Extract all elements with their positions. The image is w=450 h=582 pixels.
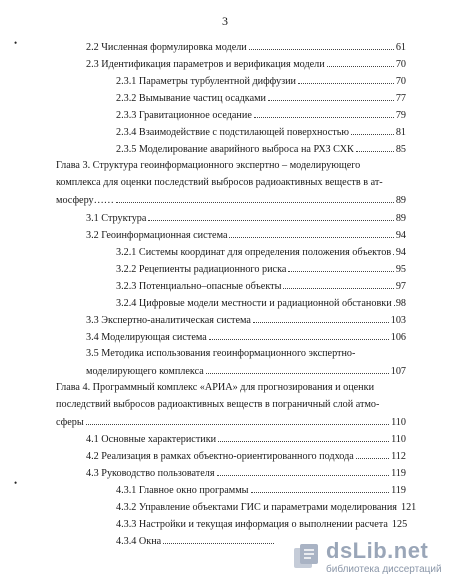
chapter-4-title-line: последствий выбросов радиоактивных веществ в пограничный слой атмо-	[56, 399, 380, 410]
toc-entry-label: 3.2.3 Потенциально–опасные объекты	[116, 281, 282, 292]
watermark-subtitle: библиотека диссертаций	[326, 564, 442, 575]
toc-entry-label: сферы	[56, 417, 84, 428]
toc-leader-dots	[356, 450, 389, 459]
toc-leader-dots	[327, 58, 394, 67]
toc-leader-dots	[356, 143, 394, 152]
toc-entry-page: 119	[391, 485, 406, 496]
toc-entry-page: 77	[395, 93, 406, 104]
toc-leader-dots	[393, 246, 394, 255]
toc-entry	[116, 143, 406, 156]
toc-entry	[116, 75, 406, 88]
toc-leader-dots	[86, 416, 389, 425]
toc-leader-dots	[116, 194, 394, 203]
toc-entry	[116, 126, 406, 139]
toc-entry-page: 97	[395, 281, 406, 292]
toc-entry-label: 2.3.1 Параметры турбулентной диффузии	[116, 76, 296, 87]
toc-entry-label: 4.3.3 Настройки и текущая информация о выполнении расчета	[116, 519, 388, 530]
toc-entry	[86, 467, 406, 480]
toc-entry	[116, 501, 417, 514]
toc-entry-label: моделирующего комплекса	[86, 366, 204, 377]
toc-entry-page: 79	[395, 110, 406, 121]
toc-leader-dots	[206, 365, 389, 374]
toc-entry-label: 4.1 Основные характеристики	[86, 434, 217, 445]
chapter-3-title-line: комплекса для оценки последствий выбросов радиоактивных веществ в ат-	[56, 177, 383, 188]
toc-entry-label: 4.3.2 Управление объектами ГИС и параметрами моделирования	[116, 502, 397, 513]
toc-entry-label: мосферу……	[56, 195, 114, 206]
toc-entry-label: 3.2 Геоинформационная система	[86, 230, 228, 241]
toc-entry	[86, 229, 406, 242]
toc-leader-dots	[298, 75, 394, 84]
toc-entry-label: 3.2.4 Цифровые модели местности и радиационной обстановки	[116, 298, 392, 309]
toc-entry-page: 94	[395, 247, 406, 258]
toc-leader-dots	[288, 263, 393, 272]
toc-entry-label: 3.2.1 Системы координат для определения положения объектов	[116, 247, 392, 258]
toc-entry-label: 2.3.2 Вымывание частиц осадками	[116, 93, 267, 104]
toc-entry-label: 2.3.5 Моделирование аварийного выброса на РХЗ СХК	[116, 144, 354, 155]
toc-entry-label: 3.2.2 Рецепиенты радиационного риска	[116, 264, 287, 275]
toc-entry-label: 2.2 Численная формулировка модели	[86, 42, 247, 53]
toc-entry-page: 107	[390, 366, 406, 377]
toc-entry-label: 2.3 Идентификация параметров и верификация модели	[86, 59, 325, 70]
toc-entry-label: 4.3.4 Окна	[116, 536, 162, 547]
toc-entry-page: 94	[395, 230, 406, 241]
toc-entry	[56, 194, 406, 207]
toc-entry	[116, 518, 406, 531]
toc-entry-page: 89	[395, 213, 406, 224]
toc-entry-page: 61	[395, 42, 406, 53]
toc-entry	[86, 41, 406, 54]
toc-leader-dots	[209, 331, 389, 340]
toc-entry-page: 110	[391, 417, 406, 428]
toc-entry	[116, 263, 406, 276]
toc-leader-dots	[229, 229, 393, 238]
watermark-title: dsLib.net	[326, 538, 429, 563]
toc-entry-page: 70	[395, 59, 406, 70]
toc-entry-label: 4.3.1 Главное окно программы	[116, 485, 249, 496]
chapter-3-title-line: Глава 3. Структура геоинформационного экспертно – моделирующего	[56, 160, 361, 171]
toc-entry-page: 106	[390, 332, 406, 343]
toc-entry	[116, 535, 276, 548]
toc-entry	[86, 314, 406, 327]
toc-entry-page: 89	[395, 195, 406, 206]
toc-entry	[116, 246, 406, 259]
toc-entry	[86, 58, 406, 71]
toc-entry-page: 70	[395, 76, 406, 87]
toc-leader-dots	[249, 41, 394, 50]
toc-entry	[116, 92, 406, 105]
toc-entry-label: 3.3 Экспертно-аналитическая система	[86, 315, 251, 326]
toc-entry-label: 3.1 Структура	[86, 213, 147, 224]
toc-leader-dots	[251, 484, 390, 493]
toc-entry-label: 4.3 Руководство пользователя	[86, 468, 215, 479]
toc-entry	[86, 433, 406, 446]
toc-leader-dots	[163, 535, 274, 544]
toc-leader-dots	[218, 433, 389, 442]
toc-leader-dots	[217, 467, 390, 476]
toc-entry-page: 119	[391, 468, 406, 479]
toc-leader-dots	[351, 126, 394, 135]
toc-entry-page: 81	[395, 127, 406, 138]
page-number: 3	[222, 14, 228, 28]
watermark	[292, 538, 442, 578]
toc-entry-page: 98	[395, 298, 406, 309]
toc-leader-dots	[283, 280, 393, 289]
toc-entry-label: 3.4 Моделирующая система	[86, 332, 207, 343]
toc-entry	[86, 331, 406, 344]
toc-entry-page: 103	[390, 315, 406, 326]
toc-entry	[56, 416, 406, 429]
toc-leader-dots	[254, 109, 394, 118]
toc-entry	[116, 280, 406, 293]
toc-entry-label: 2.3.3 Гравитационное оседание	[116, 110, 252, 121]
toc-entry-page: 121	[400, 502, 417, 513]
toc-leader-dots	[268, 92, 394, 101]
margin-mark: •	[14, 478, 18, 488]
toc-entry-page: 112	[391, 451, 406, 462]
toc-leader-dots	[253, 314, 389, 323]
toc-entry-page: 95	[395, 264, 406, 275]
toc-entry	[86, 365, 406, 378]
toc-entry-page: 110	[391, 434, 406, 445]
chapter-4-title-line: Глава 4. Программный комплекс «АРИА» для прогнозирования и оценки	[56, 382, 375, 393]
toc-entry-page: 125	[391, 519, 408, 530]
toc-entry-page: 85	[395, 144, 406, 155]
margin-mark: •	[14, 38, 18, 48]
dslib-logo-icon	[292, 542, 322, 572]
toc-entry	[86, 450, 406, 463]
toc-entry	[116, 297, 406, 310]
toc-leader-dots	[148, 212, 393, 221]
toc-entry-label: 2.3.4 Взаимодействие с подстилающей поверхностью	[116, 127, 349, 138]
toc-entry	[86, 212, 406, 225]
toc-entry-label: 4.2 Реализация в рамках объектно-ориентированного подхода	[86, 451, 354, 462]
toc-entry	[116, 484, 406, 497]
section-3-5-title-line: 3.5 Методика использования геоинформационного экспертно-	[86, 348, 356, 359]
toc-entry	[116, 109, 406, 122]
